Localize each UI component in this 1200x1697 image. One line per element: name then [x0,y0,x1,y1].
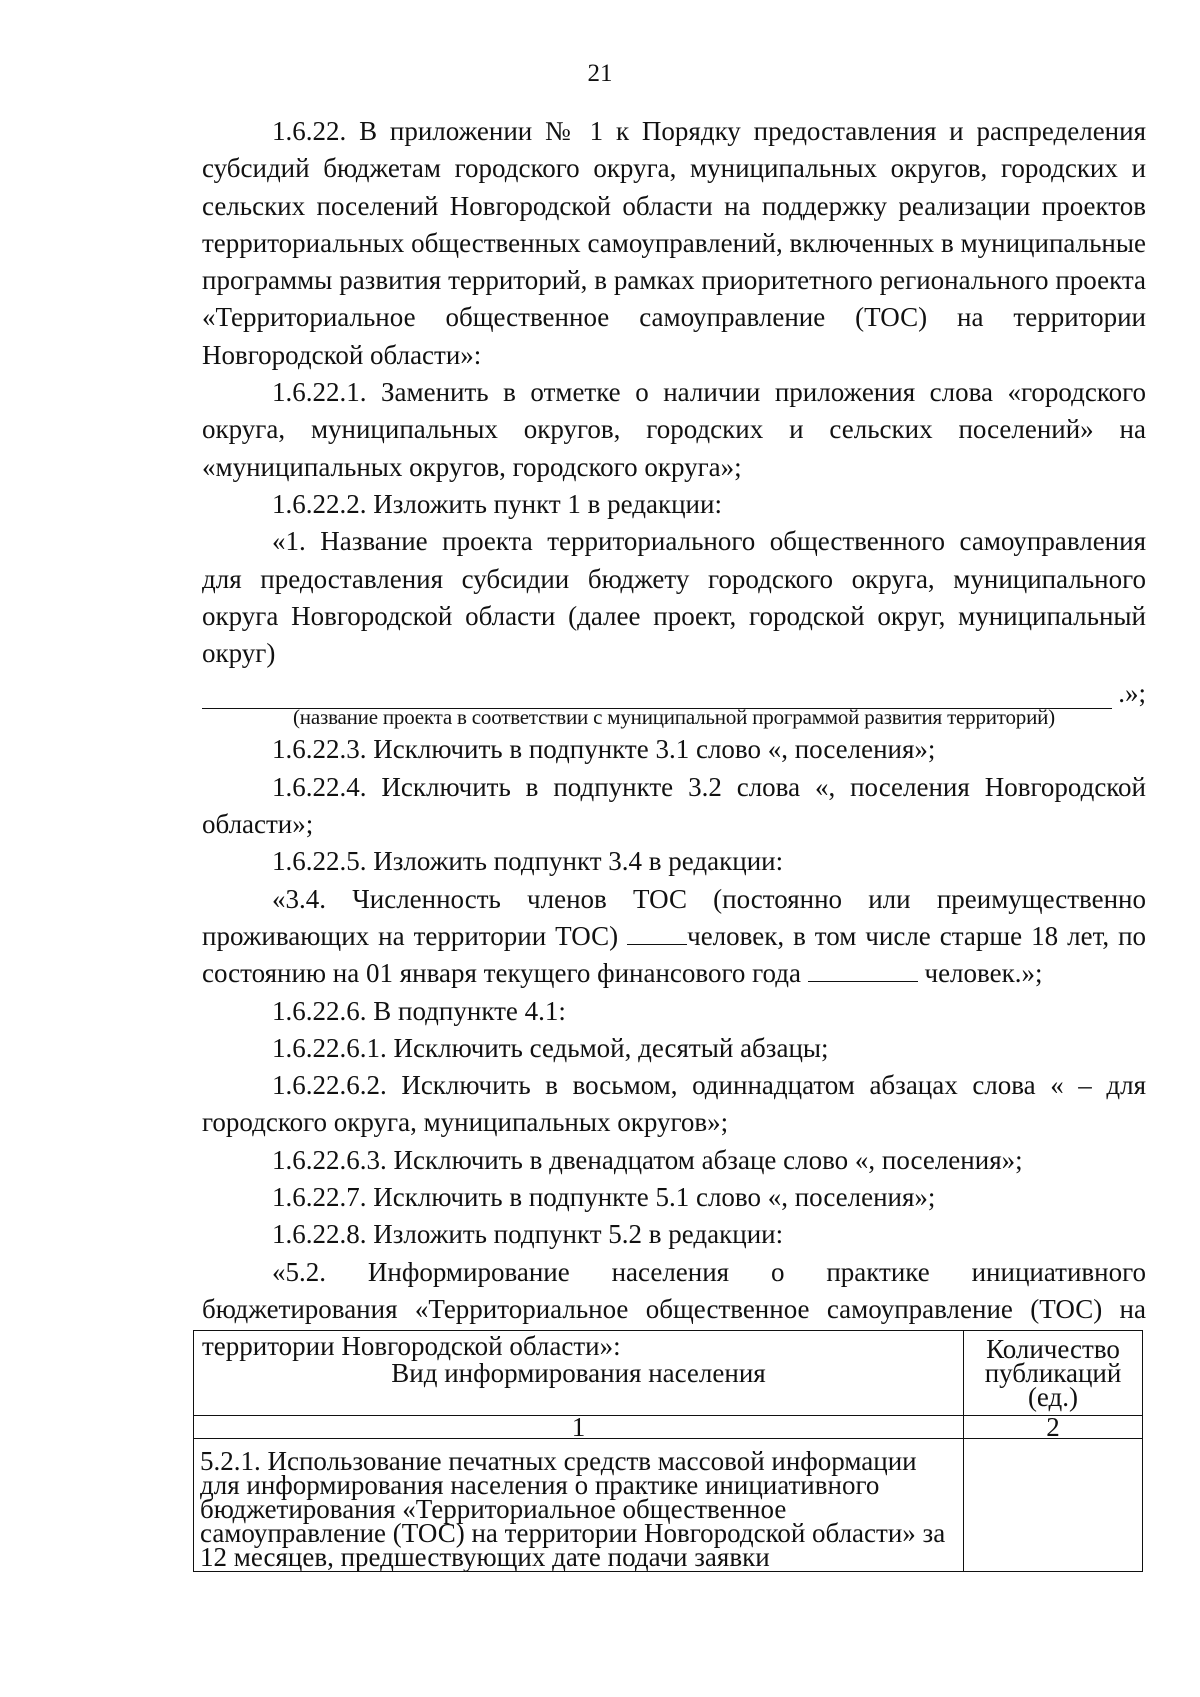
column-number-1: 1 [194,1416,964,1439]
row-5-2-1-description: 5.2.1. Использование печатных средств массовой информации для информирования населения о практике инициативного бюджетирования «Территориальное общественное самоуправление (ТОС) на территории Новгородской области» за 12 месяцев, предшествующих дате подачи заявки [194,1439,964,1572]
quote-end: .»; [1118,678,1146,709]
paragraph-1-6-22-3: 1.6.22.3. Исключить в подпункте 3.1 слово «, поселения»; [272,734,936,765]
paragraph-1-6-22-6: 1.6.22.6. В подпункте 4.1: [272,995,566,1026]
paragraph-quote-3-4 [202,881,1146,993]
paragraph-1-6-22-6-2: 1.6.22.6.2. Исключить в восьмом, одиннадцатом абзацах слова « – для городского округа, муниципальных округов»; [202,1070,1146,1138]
quote-3-4-part-2: человек, в том числе старше 18 лет, по состоянию на 01 января текущего финансового года [202,920,1147,989]
paragraph-1-6-22: 1.6.22. В приложении № 1 к Порядку предоставления и распределения субсидий бюджетам городского округа, муниципальных округов, городских и сельских поселений Новгородской области на поддержку реализации проектов территориальных общественных самоуправлений, включенных в муниципальные программы развития территорий, в рамках приоритетного регионального проекта «Территориальное общественное самоуправление (ТОС) на территории Новгородской области»: [202,116,1146,370]
table-row [194,1439,1143,1572]
header-information-type: Вид информирования населения [194,1331,964,1416]
paragraph-1-6-22-4: 1.6.22.4. Исключить в подпункте 3.2 слова «, поселения Новгородской области»; [202,771,1146,840]
project-name-blank-line [202,672,1146,709]
paragraph-1-6-22-2: 1.6.22.2. Изложить пункт 1 в редакции: [272,488,722,519]
quote-3-4-part-1: «3.4. Численность членов ТОС (постоянно или преимущественно проживающих на территории ТОС) [202,883,1146,951]
information-table [193,1330,1143,1572]
paragraph-1-6-22-7: 1.6.22.7. Исключить в подпункте 5.1 слово «, поселения»; [272,1182,936,1213]
quote-3-4-part-3: человек.»; [924,958,1043,989]
column-number-2: 2 [964,1416,1143,1439]
blank-caption: (название проекта в соответствии с муниципальной программой развития территорий) [293,705,1055,730]
row-5-2-1-count [964,1439,1143,1572]
paragraph-1-6-22-1: 1.6.22.1. Заменить в отметке о наличии приложения слова «городского округа, муниципальных округов, городских и сельских поселений» на «муниципальных округов, городского округа»; [202,377,1146,482]
paragraph-1-6-22-8: 1.6.22.8. Изложить подпункт 5.2 в редакции: [272,1219,784,1250]
paragraph-quote-5-2: «5.2. Информирование населения о практике инициативного бюджетирования «Территориальное общественное самоуправление (ТОС) на территории Новгородской области»: [202,1256,1146,1362]
table-column-number-row [194,1416,1143,1439]
members-count-blank [627,922,687,945]
page-number: 21 [587,60,613,87]
table-header-row [194,1331,1143,1416]
paragraph-1-6-22-5: 1.6.22.5. Изложить подпункт 3.4 в редакции: [272,846,784,877]
document-body [202,113,1146,1366]
members-over-18-blank [808,959,918,982]
paragraph-quote-item-1: «1. Название проекта территориального общественного самоуправления для предоставления субсидии бюджету городского округа, муниципального округа Новгородской области (далее проект, городской округ, муниципальный округ) [202,526,1146,669]
header-publications-count: Количество публикаций (ед.) [964,1331,1143,1416]
paragraph-1-6-22-6-1: 1.6.22.6.1. Исключить седьмой, десятый абзацы; [272,1032,829,1063]
paragraph-1-6-22-6-3: 1.6.22.6.3. Исключить в двенадцатом абзаце слово «, поселения»; [272,1144,1023,1175]
